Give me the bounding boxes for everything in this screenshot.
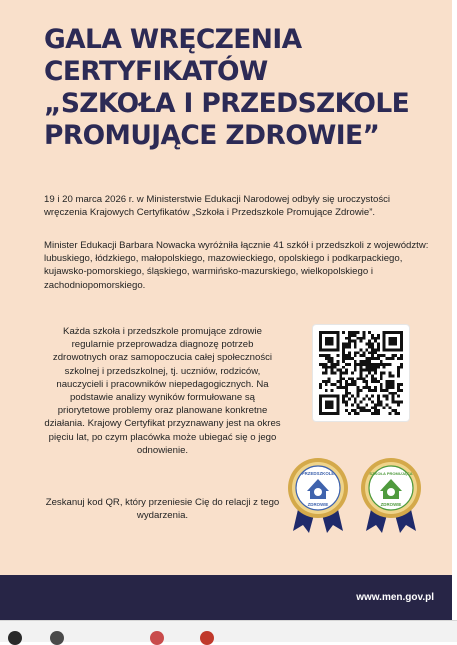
event-paragraph: 19 i 20 marca 2026 r. w Ministerstwie Edukacji Narodowej odbyły się uroczystości wręczenia Krajowych Certyfikatów „Szkoła i Przedszkole Promujące Zdrowie”. [44,194,391,219]
taskbar-app-icon[interactable] [50,631,64,645]
certificate-badge-school [356,455,426,535]
qr-code-icon [319,331,403,415]
badge-text-bottom: ZDROWIE [380,502,402,507]
title-line: GALA WRĘCZENIA [44,24,302,55]
taskbar-app-icon[interactable] [200,631,214,645]
minister-paragraph: Minister Edukacji Barbara Nowacka wyróżniła łącznie 41 szkół i przedszkoli z województw: lubuskiego, łódzkiego, małopolskiego, mazowieckiego, opolskiego i podkarpackiego, kujawsko-pomorskiego, śląskiego, warmińsko-mazurskiego, wielkopolskiego i zachodniopomorskiego. [44,240,429,291]
qr-code[interactable] [312,324,410,422]
title-line: „SZKOŁA I PRZEDSZKOLE [44,88,410,119]
badge-text-top: SZKOŁA PROMUJĄCA [369,471,413,476]
taskbar-app-icon[interactable] [150,631,164,645]
taskbar [0,620,457,642]
badge-text-bottom: ZDROWIE [307,502,329,507]
taskbar-app-icon[interactable] [8,631,22,645]
title-line: PROMUJĄCE ZDROWIE” [44,120,380,151]
page-edge [452,0,457,620]
footer-bar [0,575,452,620]
title-line: CERTYFIKATÓW [44,56,268,87]
poster-title [44,24,444,152]
badge-text-top: PRZEDSZKOLE [301,471,335,476]
qr-instruction: Zeskanuj kod QR, który przeniesie Cię do relacji z tego wydarzenia. [45,497,280,522]
certificate-badge-preschool [283,455,353,535]
description-paragraph: Każda szkoła i przedszkole promujące zdrowie regularnie przeprowadza diagnozę potrzeb zdrowotnych oraz samopoczucia całej społeczności szkolnej i przedszkolnej, tj. uczniów, rodziców, nauczycieli i pracowników niepedagogicznych. Na podstawie analizy wyników formułowane są priorytetowe problemy oraz planowane konkretne działania. Krajowy Certyfikat przyznawany jest na okres pięciu lat, po czym placówka może ubiegać się o jego odnowienie. [44,326,281,456]
footer-url-link[interactable]: www.men.gov.pl [356,592,434,603]
